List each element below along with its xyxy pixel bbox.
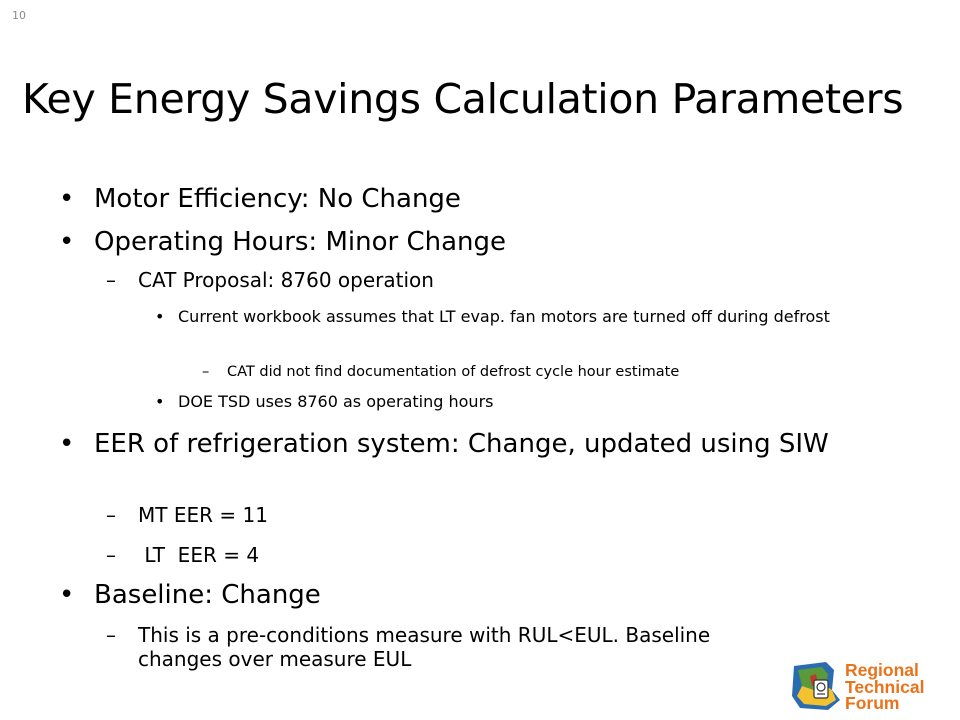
bullet-text: DOE TSD uses 8760 as operating hours [178,392,494,411]
region-map-icon [788,656,848,716]
bullet-dash: – [106,543,116,567]
bullet-dash: – [106,268,116,292]
bullet-text: MT EER = 11 [138,503,268,527]
bullet-dash: – [106,503,116,527]
bullet-text: Motor Efficiency: No Change [94,184,461,214]
bullet-dot: • [59,429,75,459]
bullet-text: Baseline: Change [94,580,321,610]
bullet-dot: • [59,580,75,610]
bullet-dot: • [155,307,165,326]
rtf-logo [788,656,948,716]
bullet-text: CAT Proposal: 8760 operation [138,268,434,292]
slide-number: 10 [12,9,26,22]
logo-line-forum: Forum [845,693,900,713]
slide-title: Key Energy Savings Calculation Parameters [22,75,904,123]
bullet-text: EER of refrigeration system: Change, updated using SIW [94,429,829,459]
bullet-dot: • [59,227,75,257]
bullet-dash: – [202,364,210,380]
logo-line-technical: Technical [845,676,925,697]
bullet-dash: – [106,623,116,647]
bullet-text: CAT did not find documentation of defrost cycle hour estimate [227,364,680,380]
bullet-text: LT EER = 4 [138,543,260,567]
bullet-dot: • [59,184,75,214]
bullet-dot: • [155,392,165,411]
bullet-text: Current workbook assumes that LT evap. fan motors are turned off during defrost [178,307,830,326]
bullet-text: This is a pre-conditions measure with RUL<EUL. Baseline changes over measure EUL [138,623,711,671]
bullet-text: Operating Hours: Minor Change [94,227,506,257]
logo-line-regional: Regional [845,660,919,680]
logo-text [845,662,924,712]
